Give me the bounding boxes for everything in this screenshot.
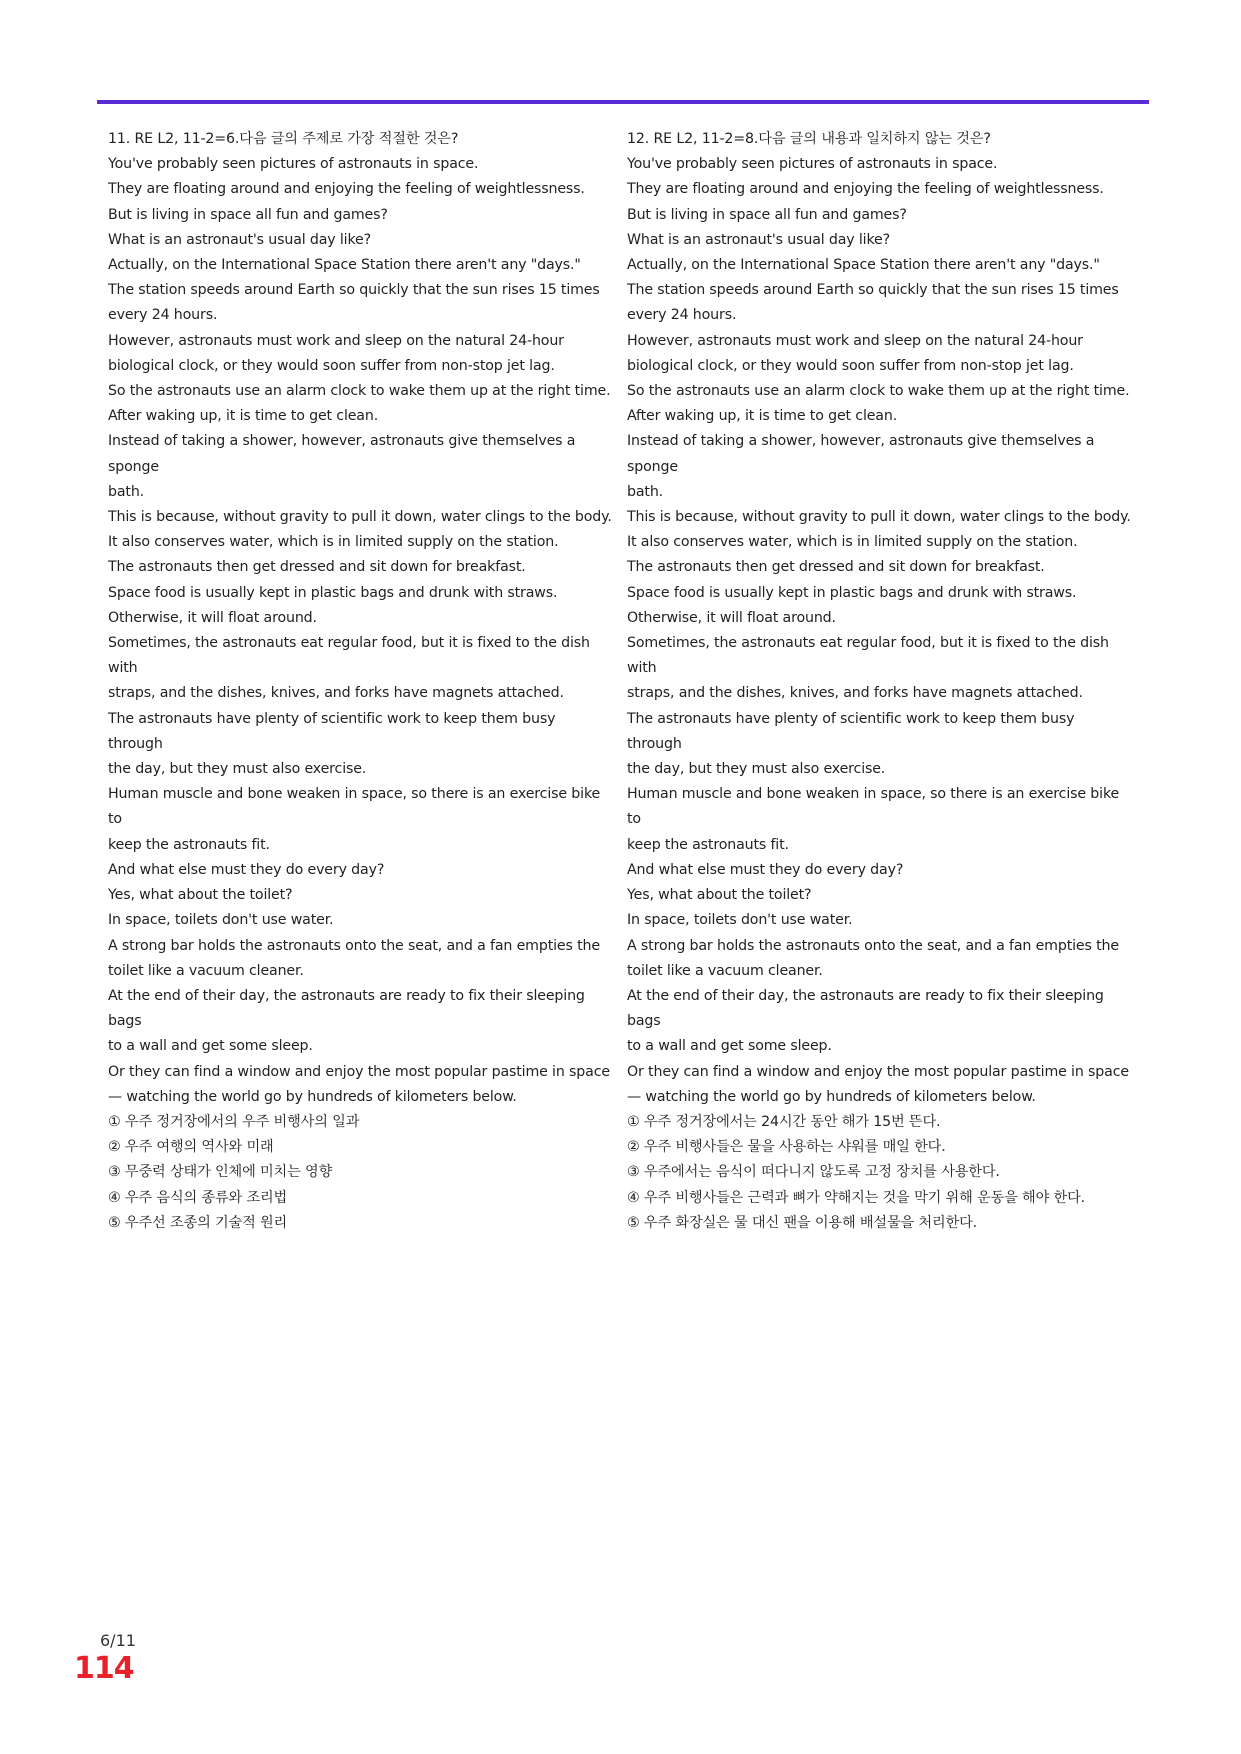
- text-line: keep the astronauts fit.: [627, 836, 789, 853]
- text-line: ⑤ 우주선 조종의 기술적 원리: [108, 1214, 288, 1231]
- text-line: The astronauts then get dressed and sit down for breakfast.: [627, 559, 1045, 576]
- text-line: the day, but they must also exercise.: [108, 761, 367, 778]
- text-line: Otherwise, it will float around.: [108, 609, 317, 626]
- text-line: You've probably seen pictures of astronauts in space.: [627, 156, 998, 173]
- text-line: However, astronauts must work and sleep on the natural 24-hour: [627, 332, 1083, 349]
- text-line: ② 우주 비행사들은 물을 사용하는 샤워를 매일 한다.: [627, 1139, 946, 1156]
- text-line: This is because, without gravity to pull it down, water clings to the body.: [108, 509, 612, 526]
- text-line: toilet like a vacuum cleaner.: [627, 962, 823, 979]
- text-line: keep the astronauts fit.: [108, 836, 270, 853]
- text-line: So the astronauts use an alarm clock to wake them up at the right time.: [627, 383, 1130, 400]
- text-line: It also conserves water, which is in limited supply on the station.: [627, 534, 1078, 551]
- text-line: toilet like a vacuum cleaner.: [108, 962, 304, 979]
- text-line: straps, and the dishes, knives, and forks have magnets attached.: [108, 685, 564, 702]
- text-line: ④ 우주 음식의 종류와 조리법: [108, 1189, 288, 1206]
- text-line: So the astronauts use an alarm clock to wake them up at the right time.: [108, 383, 611, 400]
- text-line: The astronauts have plenty of scientific work to keep them busy through: [108, 710, 556, 752]
- text-line: biological clock, or they would soon suffer from non-stop jet lag.: [627, 357, 1074, 374]
- text-line: straps, and the dishes, knives, and forks have magnets attached.: [627, 685, 1083, 702]
- text-line: What is an astronaut's usual day like?: [108, 231, 371, 248]
- text-line: the day, but they must also exercise.: [627, 761, 886, 778]
- text-line: In space, toilets don't use water.: [627, 912, 853, 929]
- text-line: ⑤ 우주 화장실은 물 대신 팬을 이용해 배설물을 처리한다.: [627, 1214, 978, 1231]
- text-line: Space food is usually kept in plastic bags and drunk with straws.: [108, 584, 558, 601]
- text-line: The astronauts have plenty of scientific work to keep them busy through: [627, 710, 1075, 752]
- text-line: You've probably seen pictures of astronauts in space.: [108, 156, 479, 173]
- text-line: After waking up, it is time to get clean.: [627, 408, 898, 425]
- text-line: every 24 hours.: [108, 307, 218, 324]
- text-line: The station speeds around Earth so quickly that the sun rises 15 times: [108, 282, 600, 299]
- text-line: The station speeds around Earth so quickly that the sun rises 15 times: [627, 282, 1119, 299]
- text-line: This is because, without gravity to pull it down, water clings to the body.: [627, 509, 1131, 526]
- text-line: What is an astronaut's usual day like?: [627, 231, 890, 248]
- text-line: But is living in space all fun and games?: [108, 206, 388, 223]
- text-line: ② 우주 여행의 역사와 미래: [108, 1139, 274, 1156]
- text-line: At the end of their day, the astronauts are ready to fix their sleeping bags: [627, 987, 1104, 1030]
- text-line: After waking up, it is time to get clean.: [108, 408, 379, 425]
- text-line: They are floating around and enjoying the feeling of weightlessness.: [627, 181, 1104, 198]
- text-line: Space food is usually kept in plastic bags and drunk with straws.: [627, 584, 1077, 601]
- text-line: to a wall and get some sleep.: [108, 1038, 313, 1055]
- text-line: Actually, on the International Space Station there aren't any "days.": [627, 257, 1100, 274]
- text-line: Instead of taking a shower, however, astronauts give themselves a sponge: [627, 433, 1095, 475]
- text-line: Yes, what about the toilet?: [108, 887, 293, 904]
- text-line: The astronauts then get dressed and sit down for breakfast.: [108, 559, 526, 576]
- text-line: However, astronauts must work and sleep on the natural 24-hour: [108, 332, 564, 349]
- text-line: Human muscle and bone weaken in space, so there is an exercise bike to: [108, 786, 601, 828]
- text-line: But is living in space all fun and games?: [627, 206, 907, 223]
- text-line: biological clock, or they would soon suffer from non-stop jet lag.: [108, 357, 555, 374]
- text-line: A strong bar holds the astronauts onto the seat, and a fan empties the: [108, 937, 600, 954]
- text-line: — watching the world go by hundreds of kilometers below.: [108, 1088, 517, 1105]
- text-line: ③ 무중력 상태가 인체에 미치는 영향: [108, 1164, 333, 1181]
- text-line: 12. RE L2, 11-2=8.다음 글의 내용과 일치하지 않는 것은?: [627, 131, 991, 147]
- text-line: Sometimes, the astronauts eat regular food, but it is fixed to the dish with: [108, 635, 590, 677]
- text-line: Yes, what about the toilet?: [627, 887, 812, 904]
- text-line: ③ 우주에서는 음식이 떠다니지 않도록 고정 장치를 사용한다.: [627, 1164, 1000, 1181]
- text-line: Or they can find a window and enjoy the most popular pastime in space: [627, 1063, 1129, 1080]
- text-line: ① 우주 정거장에서의 우주 비행사의 일과: [108, 1113, 360, 1130]
- text-line: bath.: [627, 483, 664, 500]
- text-line: They are floating around and enjoying the feeling of weightlessness.: [108, 181, 585, 198]
- text-line: Sometimes, the astronauts eat regular food, but it is fixed to the dish with: [627, 635, 1109, 677]
- text-line: to a wall and get some sleep.: [627, 1038, 832, 1055]
- text-line: And what else must they do every day?: [108, 861, 385, 878]
- question-11-column: [108, 127, 613, 1236]
- text-line: And what else must they do every day?: [627, 861, 904, 878]
- page-counter: 6/11: [100, 1631, 136, 1650]
- page-number: 114: [74, 1651, 134, 1686]
- text-line: ① 우주 정거장에서는 24시간 동안 해가 15번 뜬다.: [627, 1113, 941, 1130]
- text-line: every 24 hours.: [627, 307, 737, 324]
- text-line: At the end of their day, the astronauts are ready to fix their sleeping bags: [108, 987, 585, 1030]
- text-line: 11. RE L2, 11-2=6.다음 글의 주제로 가장 적절한 것은?: [108, 131, 459, 147]
- question-12-column: [627, 127, 1132, 1236]
- text-line: A strong bar holds the astronauts onto the seat, and a fan empties the: [627, 937, 1119, 954]
- text-line: Actually, on the International Space Station there aren't any "days.": [108, 257, 581, 274]
- text-line: ④ 우주 비행사들은 근력과 뼈가 약해지는 것을 막기 위해 운동을 해야 한다.: [627, 1189, 1085, 1206]
- text-line: — watching the world go by hundreds of kilometers below.: [627, 1088, 1036, 1105]
- text-line: In space, toilets don't use water.: [108, 912, 334, 929]
- text-line: Instead of taking a shower, however, astronauts give themselves a sponge: [108, 433, 576, 475]
- text-line: bath.: [108, 483, 145, 500]
- text-line: Otherwise, it will float around.: [627, 609, 836, 626]
- text-line: It also conserves water, which is in limited supply on the station.: [108, 534, 559, 551]
- text-line: Human muscle and bone weaken in space, so there is an exercise bike to: [627, 786, 1120, 828]
- text-line: Or they can find a window and enjoy the most popular pastime in space: [108, 1063, 610, 1080]
- top-rule: [97, 100, 1149, 104]
